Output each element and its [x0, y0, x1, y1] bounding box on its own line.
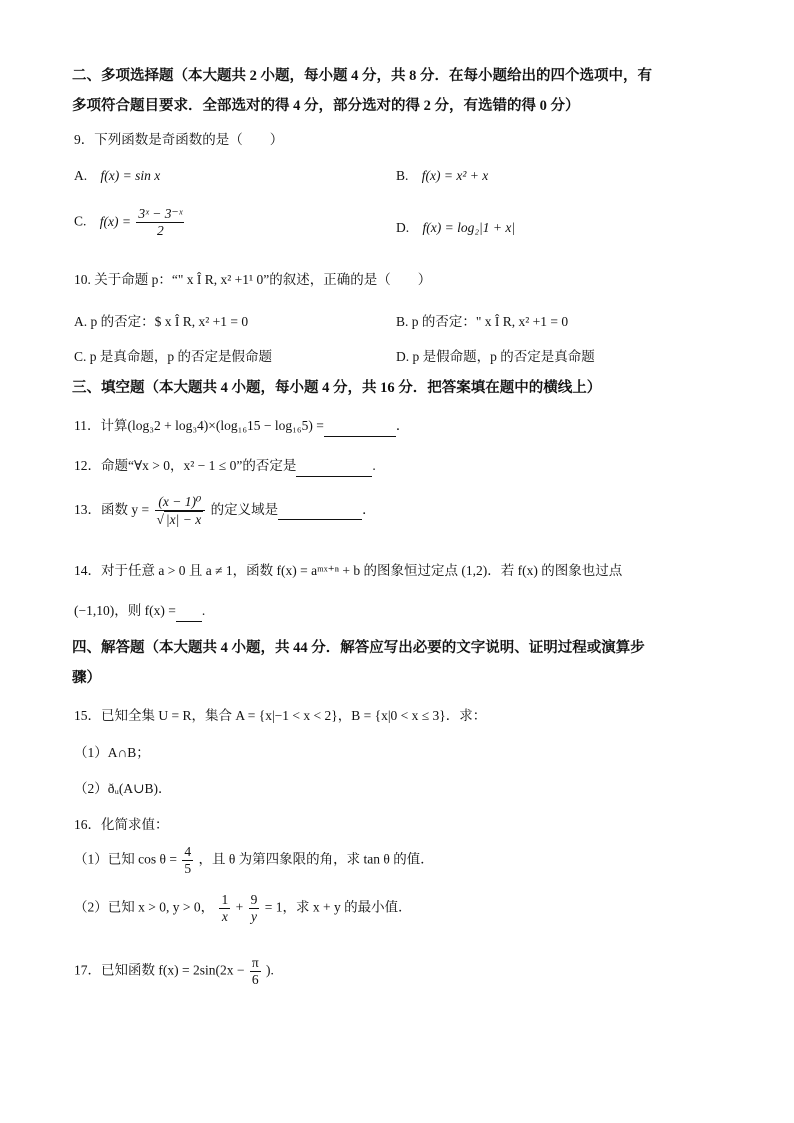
q9-stem: 9．下列函数是奇函数的是（ ）: [74, 132, 284, 147]
q9-option-c-label: C.: [74, 213, 87, 229]
q9-option-d: [396, 218, 515, 238]
q14-answer-blank[interactable]: [176, 601, 202, 622]
q9-option-a-expr: f(x) = sin x: [100, 168, 161, 183]
solution-header-line2: 骤）: [72, 670, 101, 686]
q9-option-c: [74, 206, 186, 239]
q12-end: .: [372, 458, 376, 473]
q16-part2-plus: +: [235, 899, 244, 915]
q14-end: .: [201, 603, 206, 618]
q17-suffix: ).: [266, 962, 274, 978]
q16-part1-prefix: （1）已知 cos θ =: [74, 851, 177, 867]
q11: [74, 416, 409, 437]
q9-option-b-expr: f(x) = x² + x: [421, 168, 489, 183]
q16-part2-suffix: = 1，求 x + y 的最小值．: [264, 899, 412, 915]
q17-denominator: 6: [251, 972, 259, 987]
q17-prefix: 17．已知函数 f(x) = 2sin(2x −: [74, 962, 245, 978]
q17-numerator: π: [251, 955, 259, 970]
q11-end: ．: [395, 418, 410, 433]
q11-text: 11．计算(log₃2 + log₃4)×(log₁₆15 − log₁₆5) =: [74, 418, 324, 433]
q16-part2-prefix: （2）已知 x > 0, y > 0，: [74, 899, 215, 915]
q16-part2-fraction-1: [219, 892, 230, 925]
q10-option-a: A. p 的否定：$ x Î R, x² +1 = 0: [74, 314, 249, 329]
q15-stem: 15．已知全集 U = R，集合 A = {x|−1 < x < 2}，B = {x|0 < x ≤ 3}．求：: [74, 708, 487, 723]
q13: [74, 494, 376, 528]
q9-option-c-lhs: f(x) =: [99, 213, 131, 229]
q16-part1-numerator: 4: [184, 844, 192, 859]
q12-answer-blank[interactable]: [296, 456, 372, 477]
q13-fraction: [155, 494, 206, 528]
q13-numerator: (x − 1)⁰: [155, 494, 206, 511]
q16-part2-fraction-1-denominator: x: [221, 909, 228, 924]
q15-part1: （1）A∩B；: [74, 745, 150, 760]
q13-prefix: 13．函数 y =: [74, 502, 150, 518]
q13-denominator: √ |x| − x: [156, 512, 202, 527]
q17: [74, 955, 274, 988]
q16-part1-fraction: [182, 844, 193, 877]
q16-part1: [74, 844, 434, 877]
q16-part2: [74, 892, 412, 925]
q9-option-d-expr: f(x) = log₂|1 + x|: [422, 220, 516, 235]
q13-end: ．: [362, 502, 376, 518]
fill-blank-header: 三、填空题（本大题共 4 小题，每小题 4 分，共 16 分．把答案填在题中的横线上）: [72, 380, 602, 396]
q13-suffix: 的定义域是: [210, 502, 279, 518]
q14-line2: [74, 601, 205, 622]
q14-line1: 14．对于任意 a > 0 且 a ≠ 1，函数 f(x) = aᵐˣ⁺ⁿ + b 的图象恒过定点 (1,2)．若 f(x) 的图象也过点: [74, 563, 623, 578]
q17-fraction: [250, 955, 261, 988]
q10-option-d: D. p 是假命题，p 的否定是真命题: [396, 349, 595, 364]
q9-option-c-fraction: [136, 206, 184, 239]
q13-radicand: |x| − x: [165, 512, 202, 527]
q12: [74, 456, 376, 477]
solution-header-line1: 四、解答题（本大题共 4 小题，共 44 分．解答应写出必要的文字说明、证明过程或演算步: [72, 640, 645, 656]
q10-option-c: C. p 是真命题，p 的否定是假命题: [74, 349, 273, 364]
q16-part2-fraction-2-numerator: 9: [250, 892, 258, 907]
q9-option-c-denominator: 2: [157, 223, 164, 238]
q11-answer-blank[interactable]: [324, 416, 396, 437]
q16-part2-fraction-1-numerator: 1: [221, 892, 229, 907]
q9-option-c-numerator: 3ˣ − 3⁻ˣ: [138, 206, 183, 221]
q9-option-a: [74, 166, 160, 186]
q9-option-b-label: B.: [396, 168, 409, 183]
q16-stem: 16．化简求值：: [74, 817, 169, 832]
q9-option-b: [396, 166, 488, 186]
q12-text: 12．命题“∀x > 0，x² − 1 ≤ 0”的否定是: [74, 458, 297, 473]
q10-option-b: B. p 的否定：" x Î R, x² +1 = 0: [396, 314, 569, 329]
q9-option-a-label: A.: [74, 168, 88, 183]
q16-part2-fraction-2-denominator: y: [250, 909, 257, 924]
q10-stem: 10. 关于命题 p：“" x Î R, x² +1¹ 0”的叙述，正确的是（ ）: [74, 272, 432, 287]
q16-part1-denominator: 5: [184, 861, 192, 876]
multi-choice-header-line1: 二、多项选择题（本大题共 2 小题，每小题 4 分，共 8 分．在每小题给出的四个选项中，有: [72, 68, 652, 84]
q14-line2-text: (−1,10)，则 f(x) =: [74, 603, 176, 618]
q16-part1-suffix: ，且 θ 为第四象限的角，求 tan θ 的值．: [198, 851, 434, 867]
q9-option-d-label: D.: [396, 220, 410, 235]
q15-part2: （2）ðᵤ(A∪B)．: [74, 781, 172, 796]
q16-part2-fraction-2: [249, 892, 260, 925]
q13-answer-blank[interactable]: [278, 501, 362, 520]
multi-choice-header-line2: 多项符合题目要求．全部选对的得 4 分，部分选对的得 2 分，有选错的得 0 分）: [72, 98, 580, 114]
